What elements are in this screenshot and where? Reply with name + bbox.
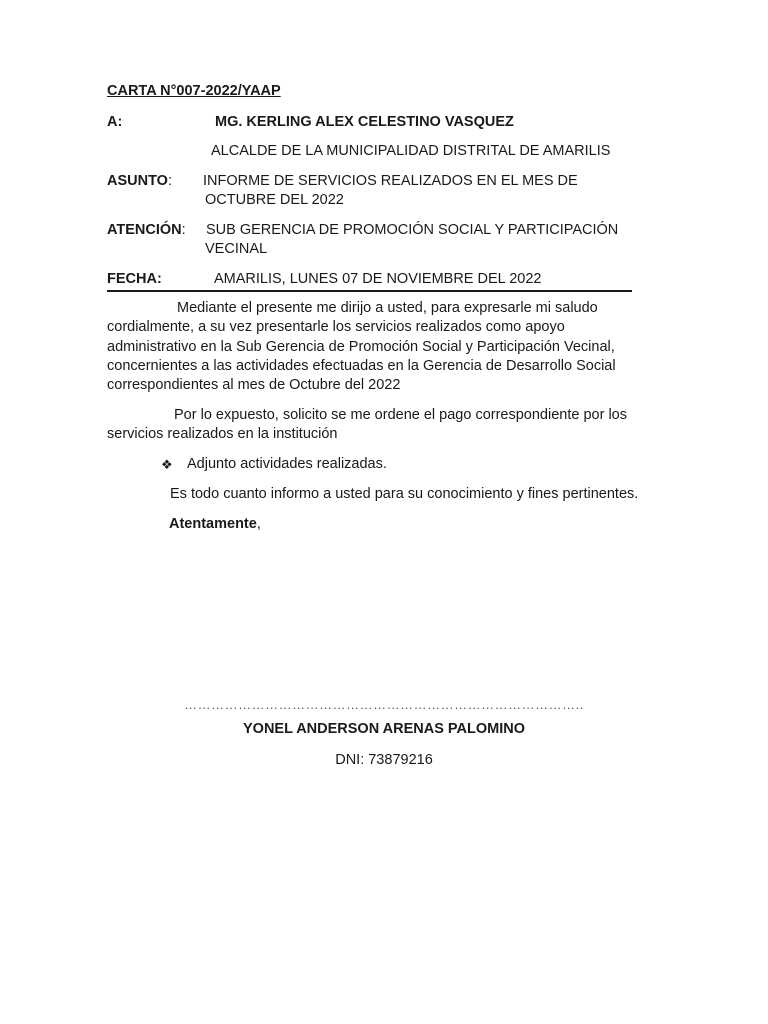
paragraph-2-line-1: Por lo expuesto, solicito se me ordene el pago correspondiente por los (174, 407, 627, 423)
salutation-group (169, 515, 261, 534)
signer-name: YONEL ANDERSON ARENAS PALOMINO (243, 721, 525, 737)
attention-line-2: VECINAL (205, 241, 268, 257)
date-label: FECHA: (107, 271, 162, 287)
recipient-position: ALCALDE DE LA MUNICIPALIDAD DISTRITAL DE AMARILIS (211, 143, 611, 159)
paragraph-1-line-4: concernientes a las actividades efectuadas en la Gerencia de Desarrollo Social (107, 358, 616, 374)
paragraph-1-line-1: Mediante el presente me dirijo a usted, para expresarle mi saludo (177, 300, 598, 316)
subject-label-group (107, 172, 172, 191)
paragraph-1-line-5: correspondientes al mes de Octubre del 2022 (107, 377, 401, 393)
recipient-name: MG. KERLING ALEX CELESTINO VASQUEZ (215, 114, 514, 130)
to-label: A: (107, 114, 123, 130)
signer-dni: DNI: 73879216 (335, 752, 433, 768)
paragraph-1-line-3: administrativo en la Sub Gerencia de Promoción Social y Participación Vecinal, (107, 339, 615, 355)
letter-number: CARTA N°007-2022/YAAP (107, 83, 281, 99)
paragraph-1-line-2: cordialmente, a su vez presentarle los servicios realizados como apoyo (107, 319, 565, 335)
salutation: Atentamente (169, 516, 257, 532)
header-divider (107, 290, 632, 292)
signature-line: …………………………………………………………………………….. (184, 697, 584, 712)
subject-line-1: INFORME DE SERVICIOS REALIZADOS EN EL MES DE (203, 173, 578, 189)
subject-colon: : (167, 173, 172, 189)
date-value: AMARILIS, LUNES 07 DE NOVIEMBRE DEL 2022 (214, 271, 542, 287)
attention-colon: : (181, 222, 186, 238)
closing-line: Es todo cuanto informo a usted para su conocimiento y fines pertinentes. (170, 486, 639, 502)
diamond-bullet-icon: ❖ (161, 457, 173, 472)
attention-label: ATENCIÓN (107, 222, 182, 238)
paragraph-2-line-2: servicios realizados en la institución (107, 426, 338, 442)
subject-label: ASUNTO (107, 173, 168, 189)
attention-line-1: SUB GERENCIA DE PROMOCIÓN SOCIAL Y PARTICIPACIÓN (206, 222, 619, 238)
salutation-comma: , (256, 516, 261, 532)
attention-label-group (107, 221, 186, 240)
subject-line-2: OCTUBRE DEL 2022 (205, 192, 344, 208)
bullet-item: Adjunto actividades realizadas. (187, 456, 387, 472)
